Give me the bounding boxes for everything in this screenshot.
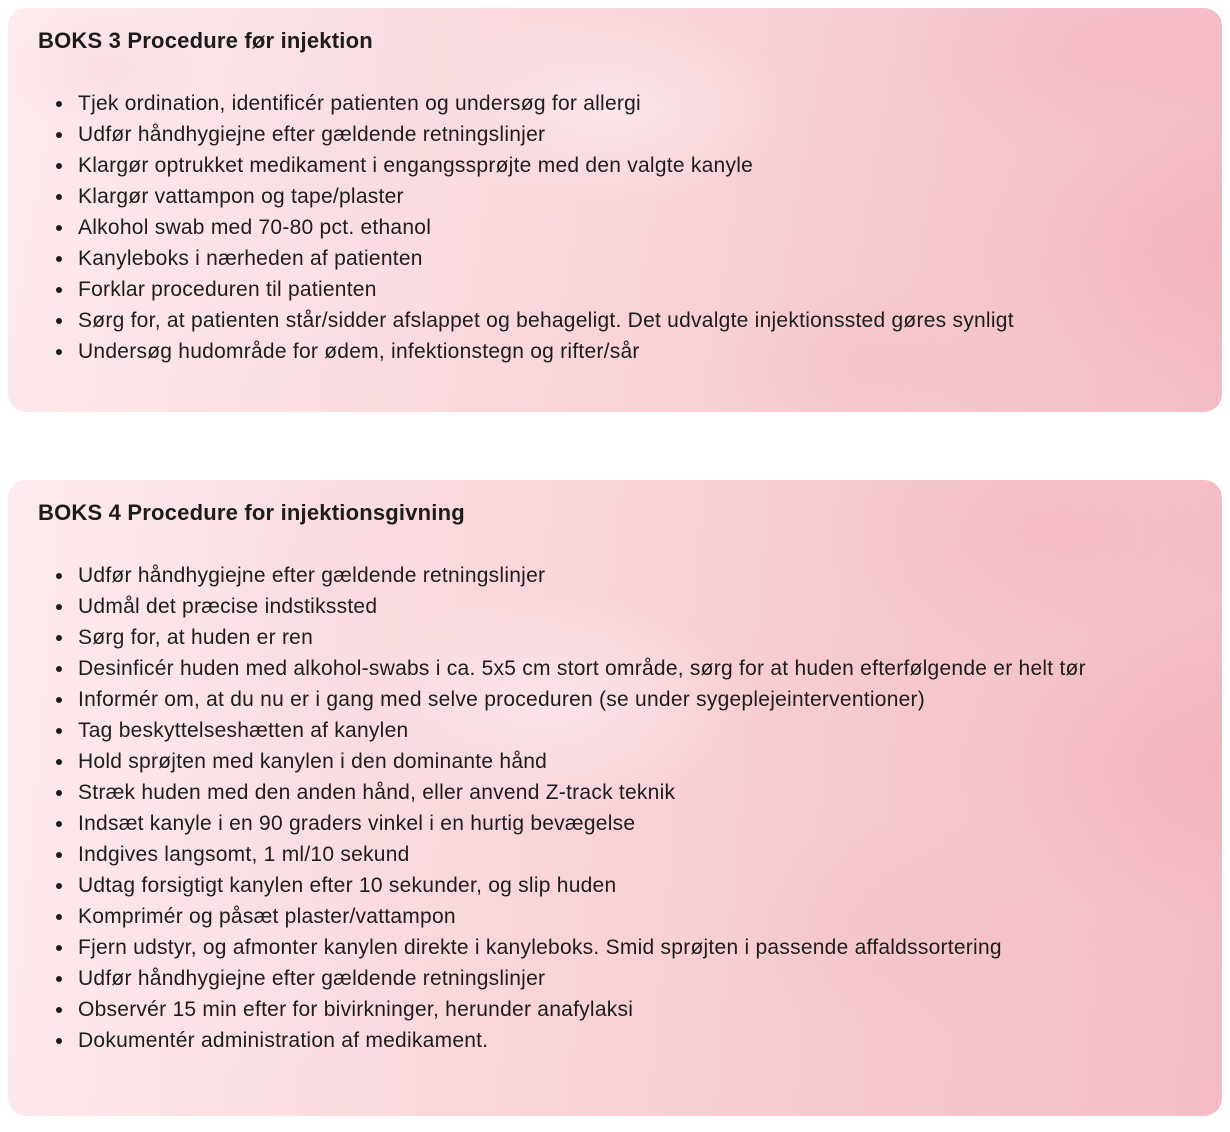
list-item-text: Fjern udstyr, og afmonter kanylen direkte i kanyleboks. Smid sprøjten i passende affaldssortering [78,936,1002,959]
list-item-text: Undersøg hudområde for ødem, infektionstegn og rifter/sår [78,340,640,363]
bullet-icon [56,1038,62,1044]
list-item-text: Udfør håndhygiejne efter gældende retningslinjer [78,967,546,990]
bullet-icon [56,821,62,827]
list-item-text: Udtag forsigtigt kanylen efter 10 sekunder, og slip huden [78,874,617,897]
bullet-icon [56,976,62,982]
list-item [56,994,1206,1025]
bullet-icon [56,697,62,703]
bullet-icon [56,318,62,324]
list-item-text: Informér om, at du nu er i gang med selve proceduren (se under sygeplejeinterventioner) [78,688,926,711]
list-item [56,777,1206,808]
list-item-text: Indsæt kanyle i en 90 graders vinkel i en hurtig bevægelse [78,812,636,835]
list-item-text: Dokumentér administration af medikament. [78,1029,489,1052]
list-item-text: Klargør vattampon og tape/plaster [78,185,404,208]
procedure-box-boks-4 [8,480,1222,1116]
list-item [56,560,1206,591]
list-item [56,653,1206,684]
list-item-text: Stræk huden med den anden hånd, eller anvend Z-track teknik [78,781,676,804]
list-item [56,901,1206,932]
bullet-icon [56,945,62,951]
list-item [56,870,1206,901]
bullet-icon [56,728,62,734]
bullet-icon [56,852,62,858]
list-item-text: Udfør håndhygiejne efter gældende retningslinjer [78,564,546,587]
list-item-text: Klargør optrukket medikament i engangssprøjte med den valgte kanyle [78,154,754,177]
list-item-text: Kanyleboks i nærheden af patienten [78,247,423,270]
bullet-icon [56,1007,62,1013]
bullet-icon [56,666,62,672]
procedure-box-boks-3 [8,8,1222,412]
list-item [56,808,1206,839]
list-item-text: Alkohol swab med 70-80 pct. ethanol [78,216,432,239]
list-item [56,150,1206,181]
bullet-icon [56,132,62,138]
list-item [56,181,1206,212]
list-item [56,274,1206,305]
bullet-icon [56,759,62,765]
box-title-boks-3: BOKS 3 Procedure før injektion [38,28,373,53]
bullet-icon [56,225,62,231]
list-item-text: Hold sprøjten med kanylen i den dominante hånd [78,750,548,773]
bullet-icon [56,883,62,889]
list-item-text: Udfør håndhygiejne efter gældende retningslinjer [78,123,546,146]
list-item [56,715,1206,746]
list-item [56,932,1206,963]
procedure-list-boks-4 [38,560,1206,1056]
bullet-icon [56,163,62,169]
list-item-text: Tjek ordination, identificér patienten og undersøg for allergi [78,92,641,115]
list-item [56,119,1206,150]
list-item-text: Indgives langsomt, 1 ml/10 sekund [78,843,410,866]
procedure-list-boks-3 [38,88,1206,367]
list-item [56,963,1206,994]
bullet-icon [56,914,62,920]
list-item-text: Sørg for, at patienten står/sidder afslappet og behageligt. Det udvalgte injektionssted gøres synligt [78,309,1014,332]
list-item [56,243,1206,274]
bullet-icon [56,604,62,610]
bullet-icon [56,573,62,579]
list-item-text: Forklar proceduren til patienten [78,278,377,301]
list-item [56,212,1206,243]
box-title-boks-4: BOKS 4 Procedure for injektionsgivning [38,500,465,525]
list-item [56,591,1206,622]
list-item-text: Sørg for, at huden er ren [78,626,314,649]
list-item [56,1025,1206,1056]
list-item [56,684,1206,715]
list-item-text: Komprimér og påsæt plaster/vattampon [78,905,456,928]
list-item [56,336,1206,367]
bullet-icon [56,256,62,262]
list-item [56,305,1206,336]
bullet-icon [56,635,62,641]
list-item-text: Desinficér huden med alkohol-swabs i ca. 5x5 cm stort område, sørg for at huden efterfølgende er helt tør [78,657,1086,680]
bullet-icon [56,194,62,200]
bullet-icon [56,287,62,293]
list-item [56,622,1206,653]
bullet-icon [56,101,62,107]
list-item [56,839,1206,870]
list-item-text: Udmål det præcise indstikssted [78,595,378,618]
list-item-text: Observér 15 min efter for bivirkninger, herunder anafylaksi [78,998,634,1021]
list-item [56,88,1206,119]
list-item-text: Tag beskyttelseshætten af kanylen [78,719,409,742]
list-item [56,746,1206,777]
bullet-icon [56,790,62,796]
bullet-icon [56,349,62,355]
